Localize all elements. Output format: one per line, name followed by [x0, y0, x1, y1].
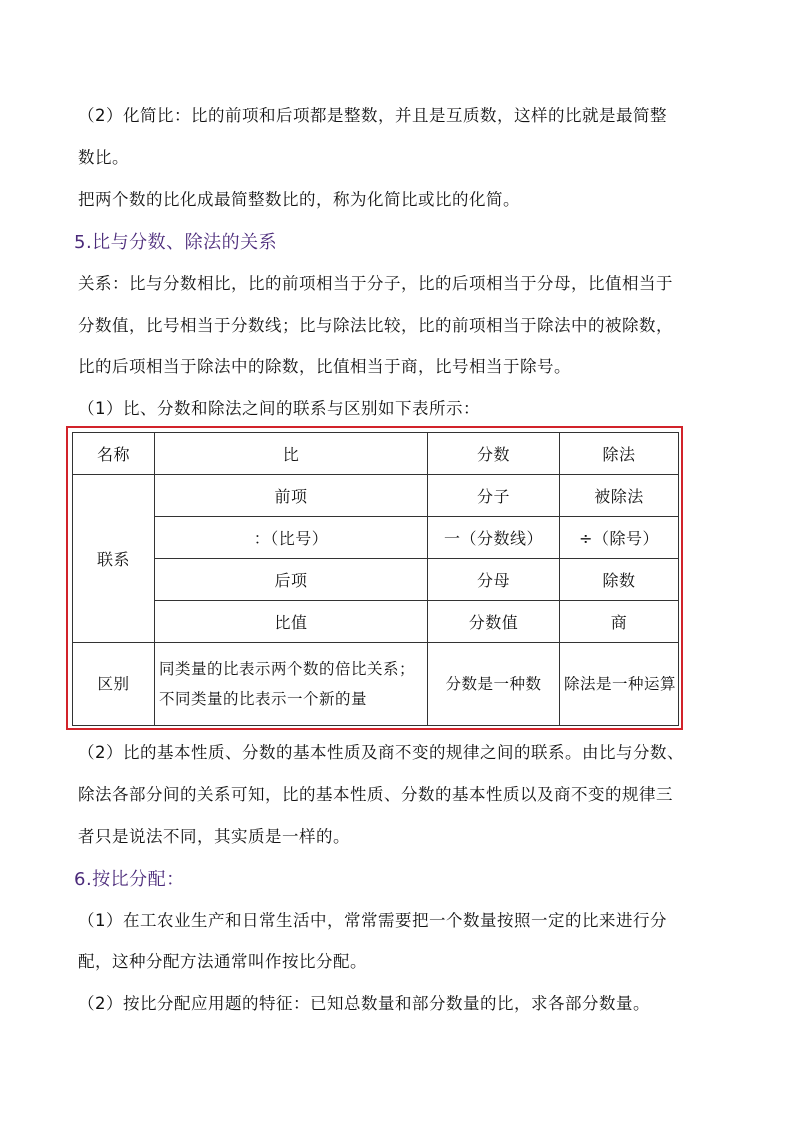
table-cell: 分母 [428, 559, 560, 601]
header-cell: 分数 [428, 433, 560, 475]
table-cell: 后项 [155, 559, 428, 601]
paragraph-line: 配，这种分配方法通常叫作按比分配。 [78, 952, 367, 971]
paragraph-line: 除法各部分间的关系可知，比的基本性质、分数的基本性质以及商不变的规律三 [78, 785, 673, 804]
header-cell: 比 [155, 433, 428, 475]
paragraph: 把两个数的比化成最简整数比的，称为化简比或比的化简。 [78, 190, 520, 209]
header-cell: 名称 [73, 433, 155, 475]
table-cell: 除法是一种运算 [560, 643, 679, 726]
table-cell: 同类量的比表示两个数的倍比关系；不同类量的比表示一个新的量 [155, 643, 428, 726]
table-cell: 一（分数线） [428, 517, 560, 559]
table-cell: 前项 [155, 475, 428, 517]
paragraph-line: 比的后项相当于除法中的除数，比值相当于商，比号相当于除号。 [78, 357, 571, 376]
comparison-table [72, 432, 679, 726]
table-cell: 除数 [560, 559, 679, 601]
table-row [73, 517, 679, 559]
table-cell: 分数值 [428, 601, 560, 643]
table-row [73, 475, 679, 517]
table-cell: ÷（除号） [560, 517, 679, 559]
paragraph-line: （2）化简比：比的前项和后项都是整数，并且是互质数，这样的比就是最简整 [78, 106, 667, 125]
row-label-lianxi: 联系 [73, 475, 155, 643]
paragraph-line: （2）比的基本性质、分数的基本性质及商不变的规律之间的联系。由比与分数、 [78, 743, 684, 762]
paragraph: （2）按比分配应用题的特征：已知总数量和部分数量的比，求各部分数量。 [78, 994, 650, 1013]
table-cell: 商 [560, 601, 679, 643]
table-row [73, 601, 679, 643]
table-header-row [73, 433, 679, 475]
section-heading-6: 6.按比分配： [74, 869, 185, 890]
paragraph-line: 数比。 [78, 148, 129, 167]
paragraph-line: 分数值，比号相当于分数线；比与除法比较，比的前项相当于除法中的被除数， [78, 316, 673, 335]
paragraph-line: 关系：比与分数相比，比的前项相当于分子，比的后项相当于分母，比值相当于 [78, 274, 673, 293]
paragraph-line: （1）在工农业生产和日常生活中，常常需要把一个数量按照一定的比来进行分 [78, 911, 667, 930]
paragraph-line: 者只是说法不同，其实质是一样的。 [78, 827, 350, 846]
table-cell: 比值 [155, 601, 428, 643]
table-cell: ：（比号） [155, 517, 428, 559]
header-cell: 除法 [560, 433, 679, 475]
row-label-qubie: 区别 [73, 643, 155, 726]
table-row-qubie [73, 643, 679, 726]
section-heading-5: 5.比与分数、除法的关系 [74, 232, 278, 253]
table-row [73, 559, 679, 601]
table-cell: 分数是一种数 [428, 643, 560, 726]
table-intro: （1）比、分数和除法之间的联系与区别如下表所示： [78, 399, 480, 418]
table-cell: 被除法 [560, 475, 679, 517]
table-cell: 分子 [428, 475, 560, 517]
